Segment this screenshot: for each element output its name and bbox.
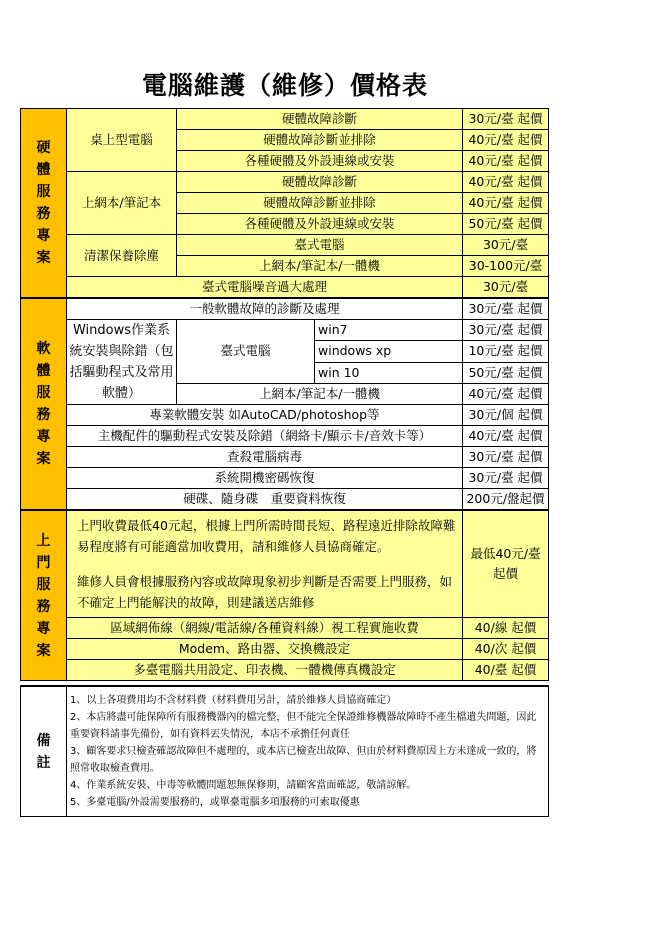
service-item: 區域網佈線（網線/電話線/各種資料線）視工程實施收費	[67, 618, 463, 639]
table-row	[21, 109, 549, 130]
service-price: 50元/臺 起價	[463, 214, 549, 235]
os-desktop-label: 臺式電腦	[177, 320, 315, 384]
onsite-price: 最低40元/臺起價	[463, 510, 549, 618]
page-title: 電腦維護（維修）價格表	[141, 71, 428, 100]
onsite-description	[67, 510, 463, 618]
clean-label: 清潔保養除塵	[67, 235, 177, 277]
service-price: 30元/個 起價	[463, 405, 549, 426]
table-row	[21, 298, 549, 320]
service-item: 各種硬體及外設連線或安裝	[177, 151, 463, 172]
service-item: 多臺電腦共用設定、印表機、一體機傳真機設定	[67, 660, 463, 681]
service-item: 硬碟、隨身碟 重要資料恢復	[67, 489, 463, 511]
table-row	[21, 447, 549, 468]
service-price: 10元/臺 起價	[463, 341, 549, 362]
remarks-label: 備註	[21, 686, 67, 817]
service-item: Modem、路由器、交換機設定	[67, 639, 463, 660]
service-item: 主機配件的驅動程式安裝及除錯（網絡卡/顯示卡/音效卡等）	[67, 426, 463, 447]
remarks-list	[67, 686, 549, 817]
table-row	[21, 426, 549, 447]
remark-item: 1、以上各項費用均不含材料費（材料費用另計，請於維修人員協商確定）	[70, 695, 397, 706]
table-row	[21, 277, 549, 299]
service-price: 50元/臺 起價	[463, 362, 549, 383]
desktop-label: 桌上型電腦	[67, 109, 177, 172]
table-row	[21, 235, 549, 256]
service-item: 臺式電腦噪音過大處理	[67, 277, 463, 299]
service-price: 40元/臺 起價	[463, 426, 549, 447]
remark-item: 3、顧客要求只檢查確認故障但不處理的，或本店已檢查出故障、但由於材料費原因上方未達成一致的，將照常收取檢查費用。	[70, 746, 537, 774]
remark-item: 4、作業系統安裝、中毒等軟體問題恕無保修期，請顧客當面確認，敬請諒解。	[70, 780, 417, 791]
onsite-section-label: 上門服務專案	[21, 510, 67, 681]
table-row	[21, 468, 549, 489]
table-row	[21, 405, 549, 426]
table-row	[21, 686, 549, 817]
service-item: 查殺電腦病毒	[67, 447, 463, 468]
service-price: 40/臺 起價	[463, 660, 549, 681]
onsite-text-2: 維修人員會根據服務內容或故障現象初步判斷是否需要上門服務，如不確定上門能解決的故障，則建議送店維修	[77, 574, 453, 610]
price-table	[20, 108, 549, 817]
table-row	[21, 320, 549, 341]
service-price: 30元/臺 起價	[463, 447, 549, 468]
service-item: 上網本/筆記本/一體機	[177, 383, 463, 404]
os-install-label: Windows作業系統安裝與除錯（包括驅動程式及常用軟體）	[67, 320, 177, 405]
service-item: 硬體故障診斷	[177, 172, 463, 193]
service-price: 200元/盤起價	[463, 489, 549, 511]
service-price: 40元/臺 起價	[463, 151, 549, 172]
service-price: 40元/臺 起價	[463, 193, 549, 214]
service-price: 40元/臺 起價	[463, 130, 549, 151]
service-item: 硬體故障診斷	[177, 109, 463, 130]
service-item: 硬體故障診斷並排除	[177, 193, 463, 214]
table-row	[21, 510, 549, 618]
service-price: 30-100元/臺	[463, 256, 549, 277]
service-item: 臺式電腦	[177, 235, 463, 256]
service-item: 各種硬體及外設連線或安裝	[177, 214, 463, 235]
service-price: 40/線 起價	[463, 618, 549, 639]
table-row	[21, 172, 549, 193]
service-price: 40元/臺 起價	[463, 383, 549, 404]
service-price: 30元/臺	[463, 277, 549, 299]
table-row	[21, 639, 549, 660]
os-item: win 10	[315, 362, 463, 383]
service-item: 上網本/筆記本/一體機	[177, 256, 463, 277]
remark-item: 2、本店將盡可能保障所有服務機器內的檔完整，但不能完全保證維修機器故障時不產生檔遺失問題，因此重要資料請事先備份，如有資料丟失情況，本店不承擔任何責任	[70, 712, 537, 740]
os-item: windows xp	[315, 341, 463, 362]
software-section-label: 軟體服務專案	[21, 298, 67, 510]
service-item: 系統開機密碼恢復	[67, 468, 463, 489]
table-row	[21, 660, 549, 681]
service-price: 30元/臺 起價	[463, 298, 549, 320]
onsite-text-1: 上門收費最低40元起，根據上門所需時間長短、路程遠近排除故障難易程度將有可能適當加收費用，請和維修人員協商確定。	[77, 518, 456, 554]
table-row	[21, 489, 549, 511]
service-price: 30元/臺 起價	[463, 468, 549, 489]
service-item: 專業軟體安裝 如AutoCAD/photoshop等	[67, 405, 463, 426]
service-price: 30元/臺	[463, 235, 549, 256]
service-item: 硬體故障診斷並排除	[177, 130, 463, 151]
service-price: 40元/臺 起價	[463, 172, 549, 193]
remark-item: 5、多臺電腦/外設需要服務的，或單臺電腦多項服務的可索取優惠	[70, 797, 360, 808]
table-row	[21, 618, 549, 639]
service-price: 40/次 起價	[463, 639, 549, 660]
service-item: 一般軟體故障的診斷及處理	[67, 298, 463, 320]
os-item: win7	[315, 320, 463, 341]
hardware-section-label: 硬體服務專案	[21, 109, 67, 299]
service-price: 30元/臺 起價	[463, 109, 549, 130]
laptop-label: 上網本/筆記本	[67, 172, 177, 235]
service-price: 30元/臺 起價	[463, 320, 549, 341]
